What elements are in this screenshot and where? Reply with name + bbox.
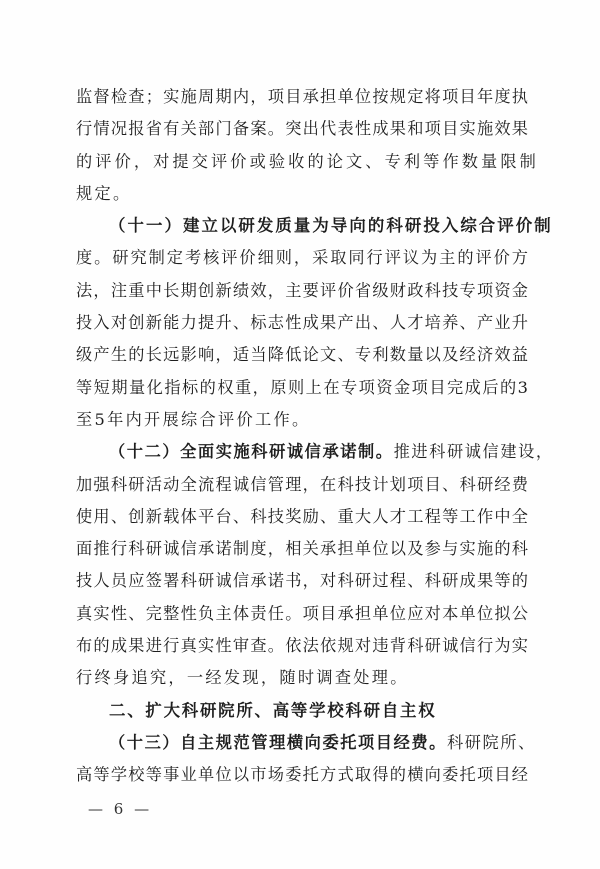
- document-body: [76, 86, 554, 786]
- text-line: 等短期量化指标的权重，原则上在专项资金项目完成后的3: [76, 377, 528, 397]
- text-line: 规定。: [76, 183, 132, 203]
- paragraph-lead-rest: 科研院所、: [446, 732, 536, 752]
- text-line: 法，注重中长期创新绩效，主要评价省级财政科技专项资金: [76, 280, 528, 300]
- text-line: 布的成果进行真实性审查。依法依规对违背科研诚信行为实: [76, 636, 528, 656]
- text-line: 面推行科研诚信承诺制度，相关承担单位以及参与实施的科: [76, 539, 528, 559]
- text-line: 监督检查；实施周期内，项目承担单位按规定将项目年度执: [76, 87, 528, 106]
- text-line: 加强科研活动全流程诚信管理，在科技计划项目、科研经费: [76, 474, 528, 494]
- paragraph-lead-line: [76, 215, 553, 237]
- text-line: 度。研究制定考核评价细则，采取同行评议为主的评价方: [76, 248, 528, 268]
- paragraph-lead: （十三）自主规范管理横向委托项目经费。: [109, 732, 447, 752]
- text-line: 级产生的长远影响，适当降低论文、专利数量以及经济效益: [76, 345, 528, 365]
- paragraph-lead-line: [76, 441, 554, 463]
- text-line: 行终身追究，一经发现，随时调查处理。: [76, 668, 409, 688]
- page-number: — 6 —: [88, 800, 153, 818]
- text-line: 高等学校等事业单位以市场委托方式取得的横向委托项目经: [76, 765, 528, 785]
- text-line: 真实性、完整性负主体责任。项目承担单位应对本单位拟公: [76, 603, 528, 623]
- paragraph-lead: （十一）建立以研发质量为导向的科研投入综合评价制: [109, 216, 553, 236]
- text-line: 行情况报省有关部门备案。突出代表性成果和项目实施效果: [76, 119, 528, 139]
- text-line: 技人员应签署科研诚信承诺书，对科研过程、科研成果等的: [76, 571, 528, 591]
- text-line: 的评价，对提交评价或验收的论文、专利等作数量限制: [76, 151, 539, 171]
- text-line: 至5年内开展综合评价工作。: [76, 409, 311, 429]
- paragraph-lead-line: [76, 732, 536, 754]
- text-line: 使用、创新载体平台、科技奖励、重大人才工程等工作中全: [76, 506, 528, 526]
- text-line: 投入对创新能力提升、标志性成果产出、人才培养、产业升: [76, 313, 528, 333]
- paragraph-lead-rest: 推进科研诚信建设，: [393, 442, 554, 462]
- paragraph-lead: （十二）全面实施科研诚信承诺制。: [109, 442, 394, 462]
- section-heading: 二、扩大科研院所、高等学校科研自主权: [109, 700, 437, 720]
